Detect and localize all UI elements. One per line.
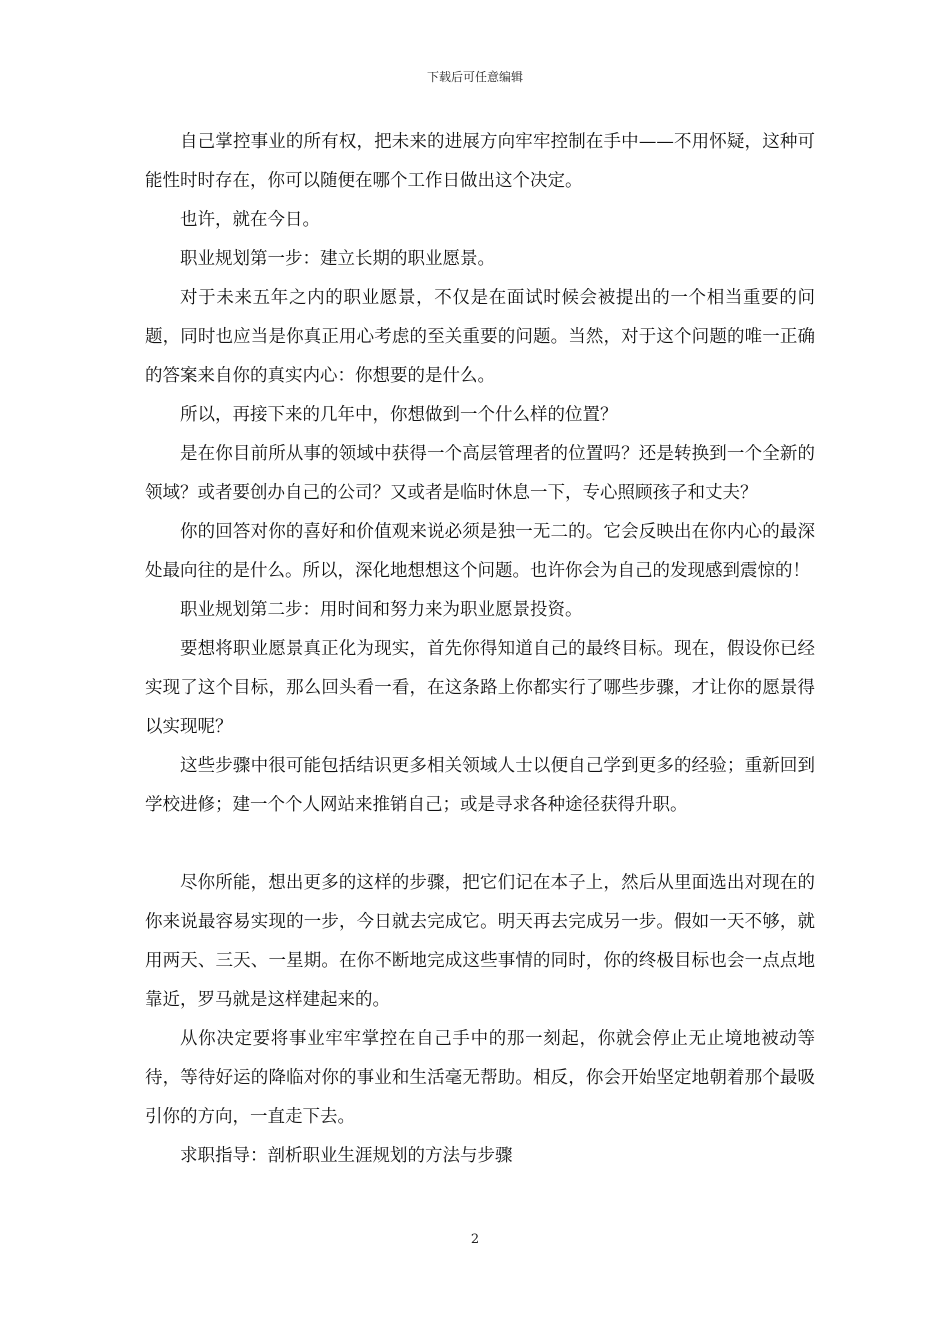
page-header: 下载后可任意编辑 [426,70,523,84]
paragraph: 也许，就在今日。 [180,210,320,230]
section-heading: 求职指导：剖析职业生涯规划的方法与步骤 [180,1146,513,1166]
page-number: 2 [470,1232,480,1247]
section-heading: 职业规划第二步：用时间和努力来为职业愿景投资。 [180,600,583,620]
paragraph: 要想将职业愿景真正化为现实，首先你得知道自己的最终目标。现在，假设你已经实现了这个目标，那么回头看一看，在这条路上你都实行了哪些步骤，才让你的愿景得以实现呢？ [145,639,815,737]
paragraph: 这些步骤中很可能包括结识更多相关领域人士以便自己学到更多的经验；重新回到学校进修；建一个个人网站来推销自己；或是寻求各种途径获得升职。 [145,756,815,815]
paragraph: 对于未来五年之内的职业愿景，不仅是在面试时候会被提出的一个相当重要的问题，同时也应当是你真正用心考虑的至关重要的问题。当然，对于这个问题的唯一正确的答案来自你的真实内心：你想要的是什么。 [145,288,815,386]
paragraph: 你的回答对你的喜好和价值观来说必须是独一无二的。它会反映出在你内心的最深处最向往的是什么。所以，深化地想想这个问题。也许你会为自己的发现感到震惊的！ [145,522,815,581]
paragraph: 所以，再接下来的几年中，你想做到一个什么样的位置？ [180,405,618,425]
section-heading: 职业规划第一步：建立长期的职业愿景。 [180,249,495,269]
paragraph: 是在你目前所从事的领域中获得一个高层管理者的位置吗？还是转换到一个全新的领域？或者要创办自己的公司？又或者是临时休息一下，专心照顾孩子和丈夫？ [145,444,815,503]
paragraph: 自己掌控事业的所有权，把未来的进展方向牢牢控制在手中——不用怀疑，这种可能性时时存在，你可以随便在哪个工作日做出这个决定。 [145,132,815,191]
document-body [145,123,815,1176]
paragraph: 尽你所能，想出更多的这样的步骤，把它们记在本子上，然后从里面选出对现在的你来说最容易实现的一步，今日就去完成它。明天再去完成另一步。假如一天不够，就用两天、三天、一星期。在你不断地完成这些事情的同时，你的终极目标也会一点点地靠近，罗马就是这样建起来的。 [145,873,815,1010]
paragraph: 从你决定要将事业牢牢掌控在自己手中的那一刻起，你就会停止无止境地被动等待，等待好运的降临对你的事业和生活毫无帮助。相反，你会开始坚定地朝着那个最吸引你的方向，一直走下去。 [145,1029,815,1127]
